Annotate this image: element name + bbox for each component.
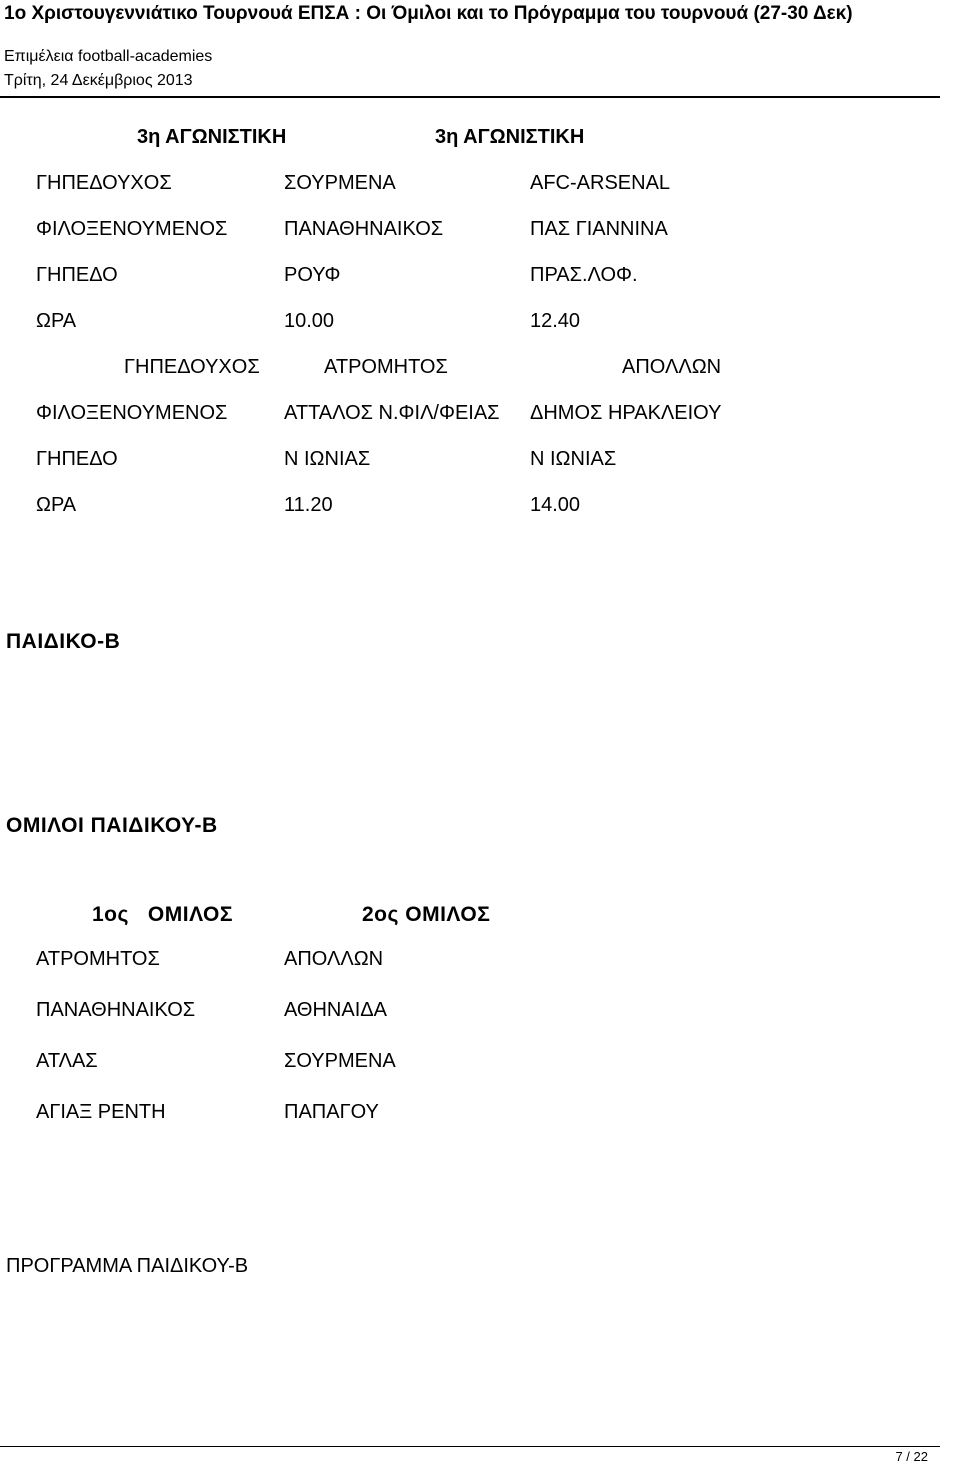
away-team-a: ΑΤΤΑΛΟΣ Ν.ΦΙΛ/ΦΕΙΑΣ — [284, 402, 500, 424]
row-label-away: ΦΙΛΟΞΕΝΟΥΜΕΝΟΣ — [36, 402, 228, 424]
schedule-heading: ΠΡΟΓΡΑΜΜΑ ΠΑΙΔΙΚΟΥ-Β — [6, 1255, 249, 1277]
time-a: 10.00 — [284, 310, 335, 332]
group-1-team: ΑΤΡΟΜΗΤΟΣ — [36, 948, 160, 970]
home-team-b: ΑΠΟΛΛΩΝ — [622, 356, 722, 378]
row-label-time: ΩΡΑ — [36, 494, 77, 516]
home-team-a: ΑΤΡΟΜΗΤΟΣ — [324, 356, 448, 378]
away-team-a: ΠΑΝΑΘΗΝΑΙΚΟΣ — [284, 218, 444, 240]
date-line: Τρίτη, 24 Δεκέμβριος 2013 — [4, 72, 193, 89]
group-1-team: ΑΤΛΑΣ — [36, 1050, 98, 1072]
field-a: Ν ΙΩΝΙΑΣ — [284, 448, 371, 470]
time-a: 11.20 — [284, 494, 333, 516]
footer-divider — [0, 1446, 940, 1447]
away-team-b: ΔΗΜΟΣ ΗΡΑΚΛΕΙΟΥ — [530, 402, 722, 424]
page-number: 7 / 22 — [895, 1449, 928, 1464]
groups-heading: ΟΜΙΛΟΙ ΠΑΙΔΙΚΟΥ-Β — [6, 814, 218, 837]
page-title: 1ο Χριστουγεννιάτικο Τουρνουά ΕΠΣΑ : Οι Όμιλοι και το Πρόγραμμα του τουρνουά (27-30 Δεκ) — [4, 3, 853, 24]
home-team-b: AFC-ARSENAL — [530, 172, 671, 194]
group-2-team: ΠΑΠΑΓΟΥ — [284, 1101, 379, 1123]
group-2-team: ΣΟΥΡΜΕΝΑ — [284, 1050, 396, 1072]
row-label-field: ΓΗΠΕΔΟ — [36, 448, 118, 470]
category-heading: ΠΑΙΔΙΚΟ-Β — [6, 630, 121, 653]
group-2-team: ΑΠΟΛΛΩΝ — [284, 948, 384, 970]
author-line: Επιμέλεια football-academies — [4, 48, 213, 65]
field-a: ΡΟΥΦ — [284, 264, 341, 286]
group-2-heading: 2ος ΟΜΙΛΟΣ — [362, 903, 491, 926]
row-label-home: ΓΗΠΕΔΟΥΧΟΣ — [36, 172, 172, 194]
row-label-home: ΓΗΠΕΔΟΥΧΟΣ — [124, 356, 260, 378]
row-label-time: ΩΡΑ — [36, 310, 77, 332]
row-label-away: ΦΙΛΟΞΕΝΟΥΜΕΝΟΣ — [36, 218, 228, 240]
field-b: Ν ΙΩΝΙΑΣ — [530, 448, 617, 470]
round-heading-2: 3η ΑΓΩΝΙΣΤΙΚΗ — [435, 126, 585, 148]
group-2-team: ΑΘΗΝΑΙΔΑ — [284, 999, 387, 1021]
time-b: 12.40 — [530, 310, 581, 332]
field-b: ΠΡΑΣ.ΛΟΦ. — [530, 264, 638, 286]
group-1-team: ΠΑΝΑΘΗΝΑΙΚΟΣ — [36, 999, 196, 1021]
round-heading-1: 3η ΑΓΩΝΙΣΤΙΚΗ — [137, 126, 287, 148]
time-b: 14.00 — [530, 494, 581, 516]
row-label-field: ΓΗΠΕΔΟ — [36, 264, 118, 286]
away-team-b: ΠΑΣ ΓΙΑΝΝΙΝΑ — [530, 218, 668, 240]
group-1-heading: 1ος ΟΜΙΛΟΣ — [92, 903, 233, 926]
home-team-a: ΣΟΥΡΜΕΝΑ — [284, 172, 396, 194]
group-1-team: ΑΓΙΑΞ ΡΕΝΤΗ — [36, 1101, 166, 1123]
header-divider — [0, 96, 940, 98]
